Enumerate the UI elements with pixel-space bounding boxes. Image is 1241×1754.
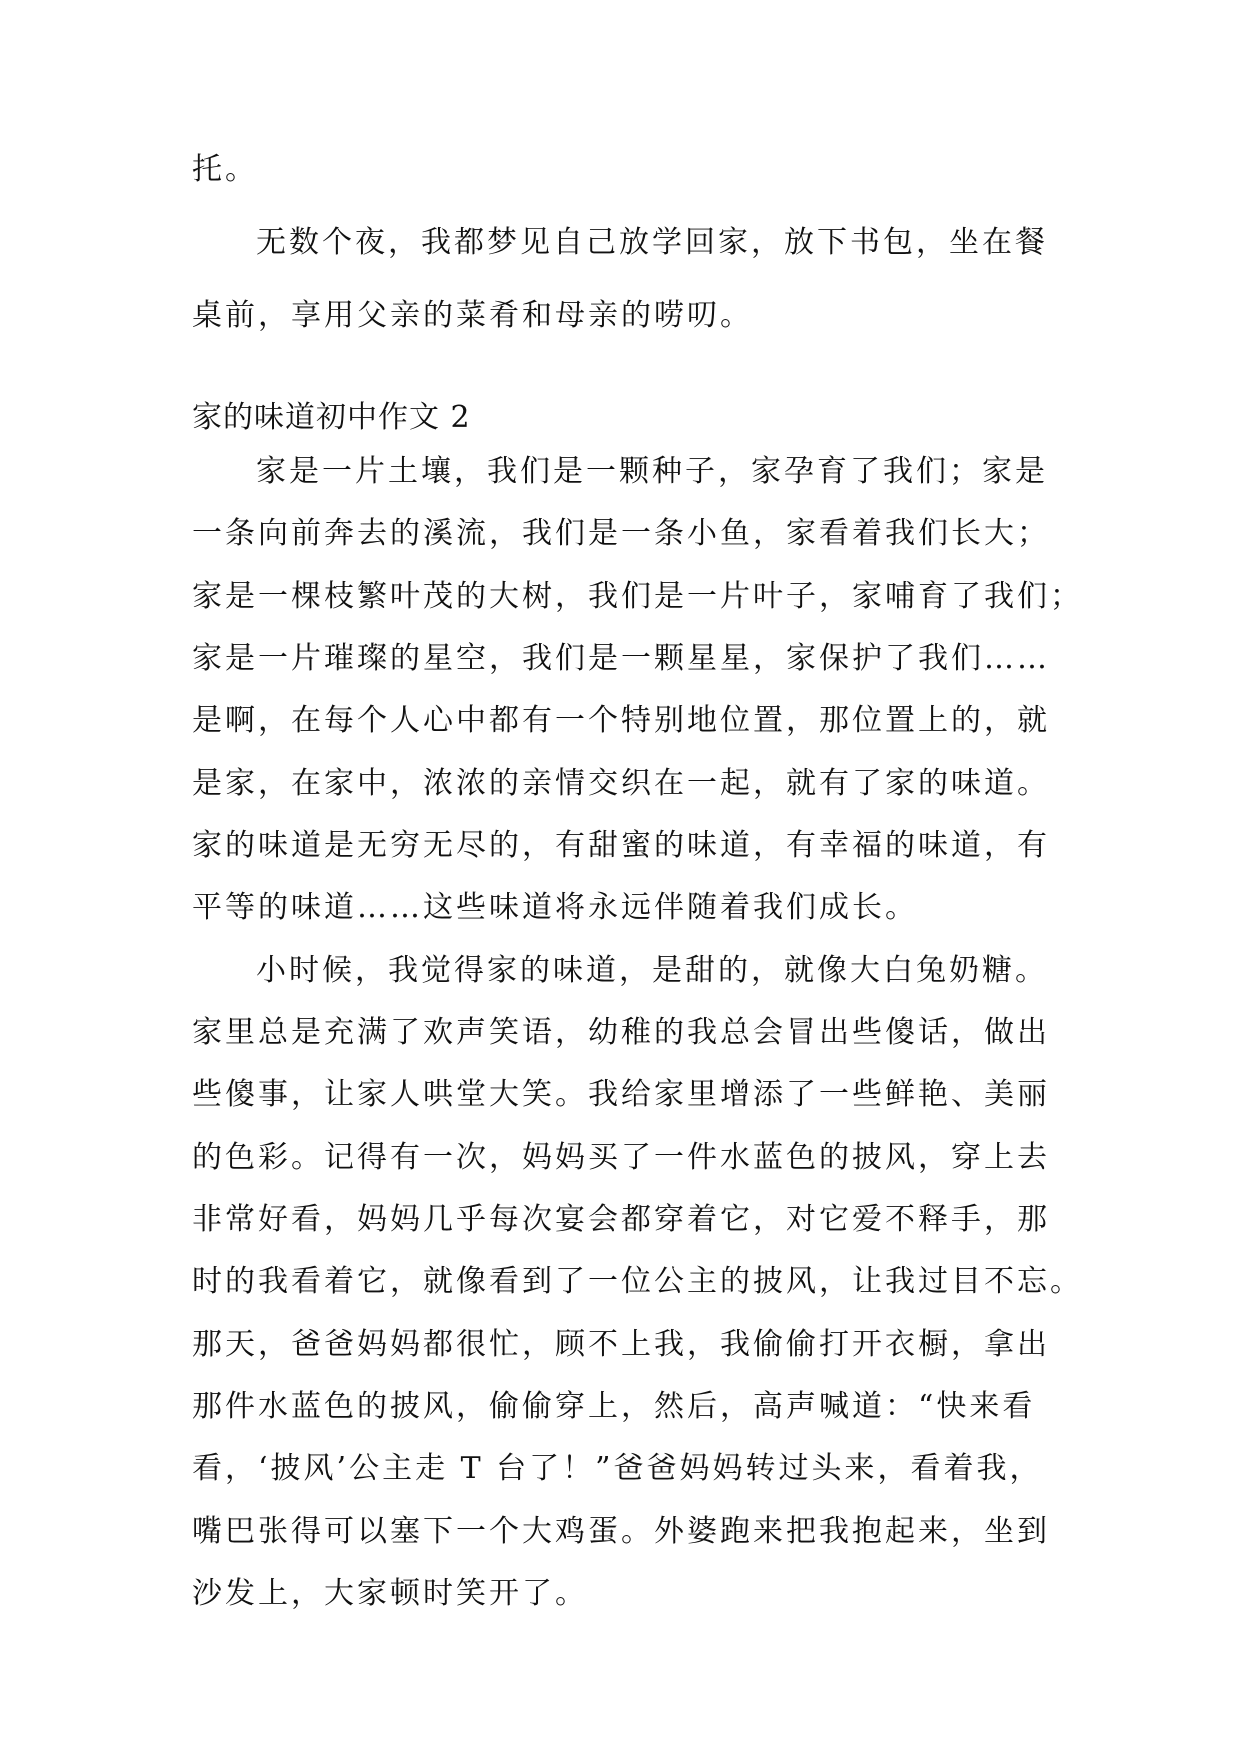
text-line: 看，‘披风’公主走 T 台了！”爸爸妈妈转过头来，看着我，	[192, 1451, 1043, 1486]
text-line: 时的我看着它，就像看到了一位公主的披风，让我过目不忘。	[192, 1264, 1083, 1299]
text-line: 家是一片璀璨的星空，我们是一颗星星，家保护了我们……	[192, 641, 1050, 676]
paragraph-start-line: 无数个夜，我都梦见自己放学回家，放下书包，坐在餐	[256, 225, 1048, 260]
paragraph-start-line: 小时候，我觉得家的味道，是甜的，就像大白兔奶糖。	[256, 953, 1048, 988]
text-line: 一条向前奔去的溪流，我们是一条小鱼，家看着我们长大；	[192, 516, 1050, 551]
text-line: 些傻事，让家人哄堂大笑。我给家里增添了一些鲜艳、美丽	[192, 1077, 1050, 1112]
text-line: 沙发上，大家顿时笑开了。	[192, 1576, 588, 1611]
text-line: 的色彩。记得有一次，妈妈买了一件水蓝色的披风，穿上去	[192, 1140, 1050, 1175]
text-line: 桌前，享用父亲的菜肴和母亲的唠叨。	[192, 298, 753, 333]
text-line: 非常好看，妈妈几乎每次宴会都穿着它，对它爱不释手，那	[192, 1202, 1050, 1237]
text-line: 托。	[192, 152, 258, 187]
text-line: 家是一棵枝繁叶茂的大树，我们是一片叶子，家哺育了我们；	[192, 579, 1083, 614]
text-line: 那件水蓝色的披风，偷偷穿上，然后，高声喊道：“快来看	[192, 1389, 1036, 1424]
text-line: 那天，爸爸妈妈都很忙，顾不上我，我偷偷打开衣橱，拿出	[192, 1327, 1050, 1362]
text-line: 家的味道是无穷无尽的，有甜蜜的味道，有幸福的味道，有	[192, 828, 1050, 863]
text-line: 家里总是充满了欢声笑语，幼稚的我总会冒出些傻话，做出	[192, 1015, 1050, 1050]
text-line: 是啊，在每个人心中都有一个特别地位置，那位置上的，就	[192, 703, 1050, 738]
section-heading: 家的味道初中作文 2	[192, 400, 471, 435]
text-line: 平等的味道……这些味道将永远伴随着我们成长。	[192, 890, 918, 925]
text-line: 是家，在家中，浓浓的亲情交织在一起，就有了家的味道。	[192, 766, 1050, 801]
paragraph-start-line: 家是一片土壤，我们是一颗种子，家孕育了我们；家是	[256, 454, 1048, 489]
text-line: 嘴巴张得可以塞下一个大鸡蛋。外婆跑来把我抱起来，坐到	[192, 1514, 1050, 1549]
